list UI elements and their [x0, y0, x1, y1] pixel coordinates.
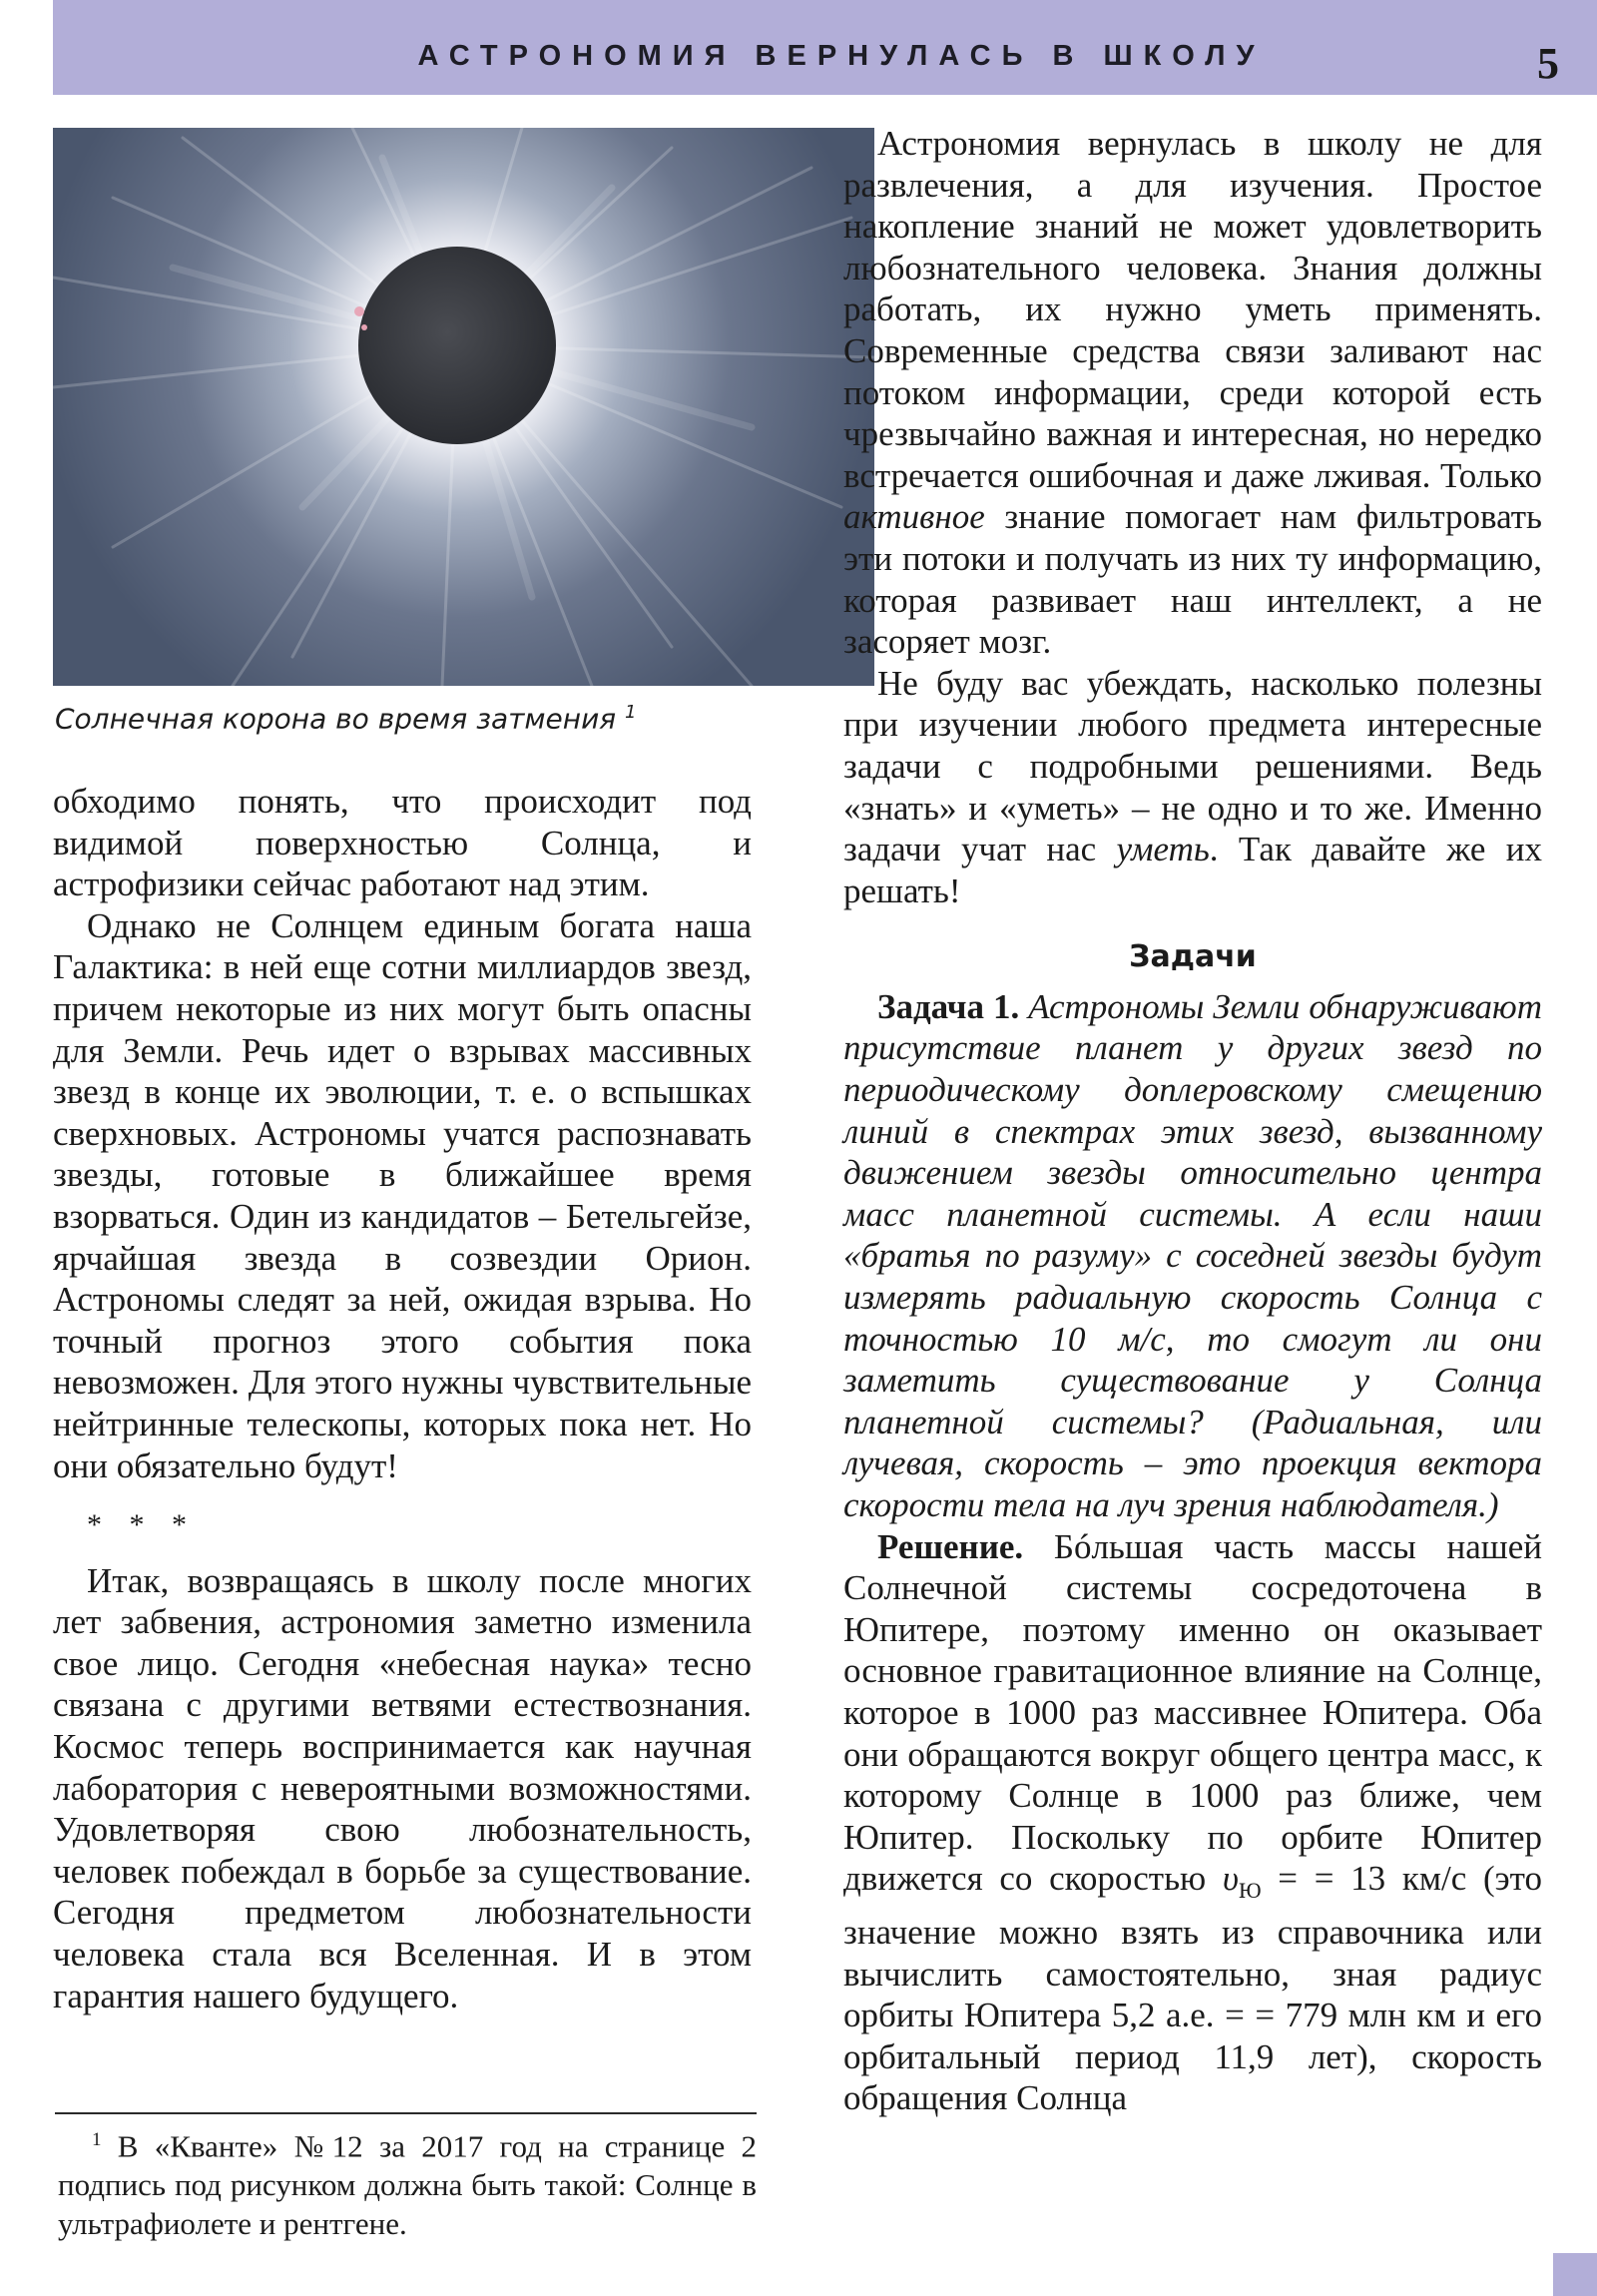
right-paragraph-1-emphasis: активное: [843, 497, 985, 537]
figure-footnote-mark: 1: [625, 702, 637, 723]
right-paragraph-2-text-b: . Так давайте же их решать!: [843, 830, 1542, 910]
solution-1-text-b: = = 13 км/с (это значение можно взять из справочника или вычислить самостоятельно, зная радиус орбиты Юпитера 5,2 а.е. = = 779 млн км и его орбитальный период 11,9 лет), скорость обращения Солнца: [843, 1859, 1542, 2118]
right-paragraph-1: [843, 123, 1542, 663]
page-number: 5: [1537, 39, 1559, 88]
right-column: [843, 123, 1542, 2119]
solar-corona-photo: [53, 128, 874, 686]
right-paragraph-2-text-a: Не буду вас убеждать, насколько полезны при изучении любого предмета интересные задачи с подробными решениями. Ведь «знать» и «уметь» – не одно и то же. Именно задачи учат нас: [843, 663, 1542, 869]
solution-1-label: Решение.: [877, 1526, 1024, 1566]
solution-1: [843, 1526, 1542, 2119]
figure-caption-text: Солнечная корона во время затмения: [55, 702, 617, 736]
right-paragraph-1-text-b: знание помогает нам фильтровать эти потоки и получать из них ту информацию, которая развивает наш интеллект, а не засоряет мозг.: [843, 497, 1542, 662]
solar-corona-image: [53, 128, 874, 686]
footnote-text: В «Кванте» №12 за 2017 год на странице 2 подпись под рисунком должна быть такой: Солнце в ультрафиолете и рентгене.: [58, 2128, 757, 2242]
right-paragraph-2: [843, 663, 1542, 912]
running-header: [53, 0, 1597, 95]
problem-1-text: Астрономы Земли обнаруживают присутствие планет у других звезд по периодическому доплеровскому смещению линий в спектрах этих звезд, вызванному движением звезды относительно центра масс планетной системы. А если наши «братья по разуму» с соседней звезды будут измерять радиальную скорость Солнца с точностью 10 м/с, то смогут ли они заметить существование у Солнца планетной системы? (Радиальная, или лучевая, скорость – это проекция вектора скорости тела на луч зрения наблюдателя.): [843, 986, 1542, 1524]
left-paragraph-3: Итак, возвращаясь в школу после многих лет забвения, астрономия заметно изменила свое лицо. Сегодня «небесная наука» тесно связана с другими ветвями естествознания. Космос теперь воспринимается как научная лаборатория с невероятными возможностями. Удовлетворяя свою любознательность, человек побеждал в борьбе за существование. Сегодня предметом любознательности человека стала вся Вселенная. И в этом гарантия нашего будущего.: [53, 1560, 752, 2015]
page-corner-tab: [1553, 2253, 1597, 2296]
solution-1-text-a: Бóльшая часть массы нашей Солнечной системы сосредоточена в Юпитере, поэтому именно он оказывает основное гравитационное влияние на Солнце, которое в 1000 раз массивнее Юпитера. Оба они обращаются вокруг общего центра масс, к которому Солнце в 1000 раз ближе, чем Юпитер. Поскольку по орбите Юпитер движется со скоростью: [843, 1526, 1542, 1899]
left-paragraph-1: обходимо понять, что происходит под видимой поверхностью Солнца, и астрофизики сейчас работают над этим.: [53, 782, 752, 904]
section-separator: * * *: [87, 1508, 197, 1542]
footnote-divider: [55, 2112, 757, 2114]
right-paragraph-2-emphasis: уметь: [1116, 830, 1210, 869]
left-column: [53, 781, 752, 2016]
footnote-mark: 1: [92, 2129, 102, 2150]
right-paragraph-1-text-a: Астрономия вернулась в школу не для развлечения, а для изучения. Простое накопление знаний не может удовлетворить любознательного человека. Знания должны работать, их нужно уметь применять. Современные средства связи заливают нас потоком информации, среди которой есть чрезвычайно важная и интересная, но нередко встречается ошибочная и даже лживая. Только: [843, 124, 1542, 495]
section-heading-problems: Задачи: [1129, 939, 1257, 975]
figure-caption: [55, 702, 883, 735]
running-header-title: АСТРОНОМИЯ ВЕРНУЛАСЬ В ШКОЛУ: [417, 40, 1266, 72]
problem-1-label: Задача 1.: [877, 986, 1020, 1026]
solution-1-velocity-subscript: Ю: [1238, 1878, 1262, 1904]
left-paragraph-2: Однако не Солнцем единым богата наша Галактика: в ней еще сотни миллиардов звезд, причем некоторые из них могут быть опасны для Земли. Речь идет о взрывах массивных звезд в конце их эволюции, т. е. о вспышках сверхновых. Астрономы учатся распознавать звезды, готовые в ближайшее время взорваться. Один из кандидатов – Бетельгейзе, ярчайшая звезда в созвездии Орион. Астрономы следят за ней, ожидая взрыва. Но точный прогноз этого события пока невозможен. Для этого нужны чувствительные нейтринные телескопы, которых пока нет. Но они обязательно будут!: [53, 905, 752, 1485]
problem-1: [843, 986, 1542, 1526]
footnote: [58, 2120, 757, 2243]
solution-1-velocity-symbol: υ: [1222, 1859, 1239, 1899]
